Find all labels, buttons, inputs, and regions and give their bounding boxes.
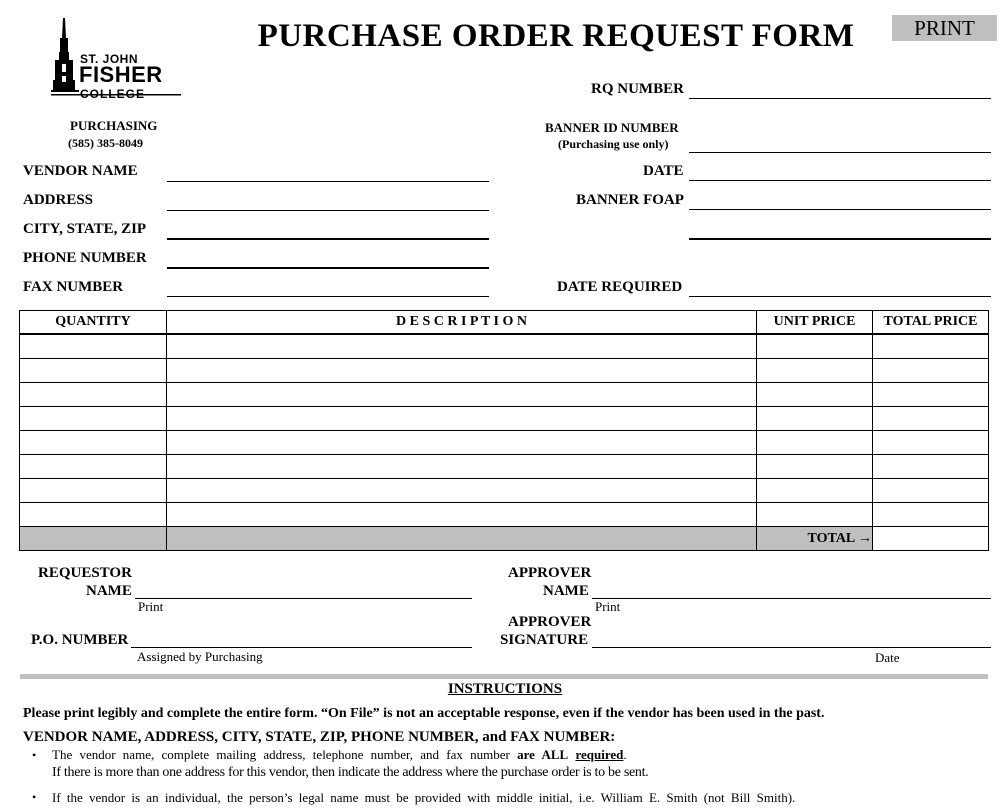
bullet-1-bold: are ALL: [517, 747, 569, 762]
bullet-1-dot: •: [32, 748, 37, 762]
total-price-input[interactable]: [873, 455, 988, 478]
unit-price-cell: [757, 431, 873, 455]
approver-signature-label-line2: SIGNATURE: [500, 632, 589, 648]
unit-price-cell: [757, 383, 873, 407]
description-cell: [167, 359, 757, 383]
approver-name-field[interactable]: [592, 580, 991, 599]
quantity-input[interactable]: [20, 503, 166, 526]
table-row: [20, 383, 989, 407]
total-price-cell: [873, 479, 989, 503]
fax-number-label: FAX NUMBER: [23, 279, 124, 295]
quantity-cell: [20, 431, 167, 455]
requestor-label-line1: REQUESTOR: [38, 565, 132, 581]
total-price-cell: [873, 527, 989, 551]
unit-price-cell: [757, 479, 873, 503]
print-button[interactable]: PRINT: [892, 15, 997, 41]
instructions-divider: [20, 674, 988, 679]
quantity-cell: [20, 503, 167, 527]
unit-price-cell: [757, 455, 873, 479]
requestor-label-line2: NAME: [86, 583, 132, 599]
logo-text-line3: COLLEGE: [80, 87, 146, 101]
fax-number-field[interactable]: [167, 278, 489, 297]
description-input[interactable]: [167, 455, 756, 478]
quantity-input[interactable]: [20, 479, 166, 502]
table-header-row: [20, 311, 989, 335]
address-label: ADDRESS: [23, 192, 94, 208]
total-price-input[interactable]: [873, 335, 988, 358]
city-state-zip-field[interactable]: [167, 220, 489, 240]
quantity-cell: [20, 479, 167, 503]
po-number-field[interactable]: [131, 629, 472, 648]
instruction-bullet-2: If the vendor is an individual, the person’s legal name must be provided with middle initial, i.e. William E. Smith (not Bill Smith).: [52, 790, 796, 805]
unit-price-cell: [757, 407, 873, 431]
approver-signature-field[interactable]: [592, 629, 991, 648]
unit-price-input[interactable]: [757, 431, 872, 454]
approver-print-note: Print: [595, 599, 621, 614]
po-number-label: P.O. NUMBER: [31, 632, 129, 648]
quantity-cell: [20, 334, 167, 359]
unit-price-header: UNIT PRICE: [757, 311, 873, 335]
total-price-cell: [873, 334, 989, 359]
total-price-input[interactable]: [873, 431, 988, 454]
department-name: PURCHASING: [70, 118, 158, 133]
description-cell: [167, 407, 757, 431]
description-cell: [167, 334, 757, 359]
logo-text-line1: ST. JOHN: [80, 52, 139, 66]
vendor-name-field[interactable]: [167, 163, 489, 182]
instructions-title: INSTRUCTIONS: [447, 681, 563, 697]
bullet-2-dot: •: [32, 790, 37, 804]
table-row: [20, 455, 989, 479]
total-row: [20, 527, 989, 551]
quantity-input[interactable]: [20, 383, 166, 406]
form-title: PURCHASE ORDER REQUEST FORM: [257, 18, 855, 54]
unit-price-input[interactable]: [757, 455, 872, 478]
banner-foap-label: BANNER FOAP: [576, 192, 684, 208]
requestor-name-field[interactable]: [135, 580, 472, 599]
description-header: D E S C R I P T I O N: [167, 311, 757, 335]
table-row: [20, 334, 989, 359]
total-price-input[interactable]: [873, 383, 988, 406]
quantity-cell: [20, 455, 167, 479]
quantity-cell: [20, 407, 167, 431]
total-price-header: TOTAL PRICE: [873, 311, 989, 335]
signature-date-note: Date: [875, 650, 900, 665]
table-row: [20, 407, 989, 431]
quantity-input[interactable]: [20, 455, 166, 478]
description-cell: [167, 479, 757, 503]
description-input[interactable]: [167, 503, 756, 526]
quantity-cell: [20, 359, 167, 383]
description-input[interactable]: [167, 335, 756, 358]
banner-foap-field-2[interactable]: [689, 220, 991, 240]
total-price-input[interactable]: [873, 359, 988, 382]
table-row: [20, 431, 989, 455]
address-field[interactable]: [167, 192, 489, 211]
total-price-input[interactable]: [873, 407, 988, 430]
quantity-input[interactable]: [20, 335, 166, 358]
unit-price-input[interactable]: [757, 383, 872, 406]
quantity-cell: [20, 383, 167, 407]
description-input[interactable]: [167, 383, 756, 406]
description-input[interactable]: [167, 479, 756, 502]
description-input[interactable]: [167, 407, 756, 430]
bullet-1-text: The vendor name, complete mailing address, telephone number, and fax number: [52, 747, 510, 762]
quantity-input[interactable]: [20, 359, 166, 382]
total-row-blank: [167, 527, 757, 551]
total-price-cell: [873, 503, 989, 527]
description-cell: [167, 455, 757, 479]
approver-label-line2: NAME: [543, 583, 589, 599]
items-table: [19, 310, 989, 551]
phone-number-label: PHONE NUMBER: [23, 250, 147, 266]
description-cell: [167, 431, 757, 455]
rq-number-field[interactable]: [689, 80, 991, 99]
total-row-blank: [20, 527, 167, 551]
total-price-cell: [873, 455, 989, 479]
quantity-header: QUANTITY: [20, 311, 167, 335]
banner-id-label: BANNER ID NUMBER: [545, 120, 679, 135]
requestor-print-note: Print: [138, 599, 164, 614]
bullet-1-end: .: [623, 747, 627, 762]
table-row: [20, 503, 989, 527]
approver-label-line1: APPROVER: [508, 565, 592, 581]
total-price-input[interactable]: [873, 479, 988, 502]
unit-price-input[interactable]: [757, 407, 872, 430]
description-cell: [167, 383, 757, 407]
department-phone: (585) 385-8049: [68, 136, 143, 150]
instruction-bullet-1-line2: If there is more than one address for this vendor, then indicate the address where the purchase order is to be sent.: [52, 765, 649, 780]
table-row: [20, 479, 989, 503]
bullet-1-required: required: [575, 747, 624, 762]
quantity-input[interactable]: [20, 431, 166, 454]
total-label: TOTAL →: [757, 527, 873, 551]
total-price-cell: [873, 359, 989, 383]
po-number-note: Assigned by Purchasing: [137, 649, 263, 664]
total-price-cell: [873, 383, 989, 407]
date-required-field[interactable]: [689, 278, 991, 297]
total-price-cell: [873, 431, 989, 455]
unit-price-cell: [757, 334, 873, 359]
instruction-bullet-1: [52, 747, 627, 763]
date-required-label: DATE REQUIRED: [557, 279, 683, 295]
total-price-cell: [873, 407, 989, 431]
instructions-paragraph: Please print legibly and complete the entire form. “On File” is not an acceptable response, even if the vendor has been used in the past.: [23, 706, 825, 721]
unit-price-input[interactable]: [757, 359, 872, 382]
total-price-input[interactable]: [873, 503, 988, 526]
banner-id-field[interactable]: [689, 134, 991, 153]
rq-number-label: RQ NUMBER: [591, 81, 684, 97]
phone-number-field[interactable]: [167, 249, 489, 269]
unit-price-input[interactable]: [757, 335, 872, 358]
unit-price-input[interactable]: [757, 479, 872, 502]
vendor-name-label: VENDOR NAME: [23, 163, 138, 179]
approver-signature-label-line1: APPROVER: [508, 614, 592, 630]
total-price-input[interactable]: [873, 527, 988, 550]
vendor-instructions-heading: VENDOR NAME, ADDRESS, CITY, STATE, ZIP, PHONE NUMBER, and FAX NUMBER:: [23, 729, 616, 745]
unit-price-cell: [757, 503, 873, 527]
description-cell: [167, 503, 757, 527]
description-input[interactable]: [167, 431, 756, 454]
banner-foap-field[interactable]: [689, 191, 991, 210]
unit-price-input[interactable]: [757, 503, 872, 526]
date-field[interactable]: [689, 162, 991, 181]
unit-price-cell: [757, 359, 873, 383]
city-state-zip-label: CITY, STATE, ZIP: [23, 221, 147, 237]
banner-id-note: (Purchasing use only): [558, 137, 669, 151]
logo-text-line2: FISHER: [79, 62, 163, 87]
description-input[interactable]: [167, 359, 756, 382]
table-row: [20, 359, 989, 383]
quantity-input[interactable]: [20, 407, 166, 430]
date-label: DATE: [643, 163, 684, 179]
